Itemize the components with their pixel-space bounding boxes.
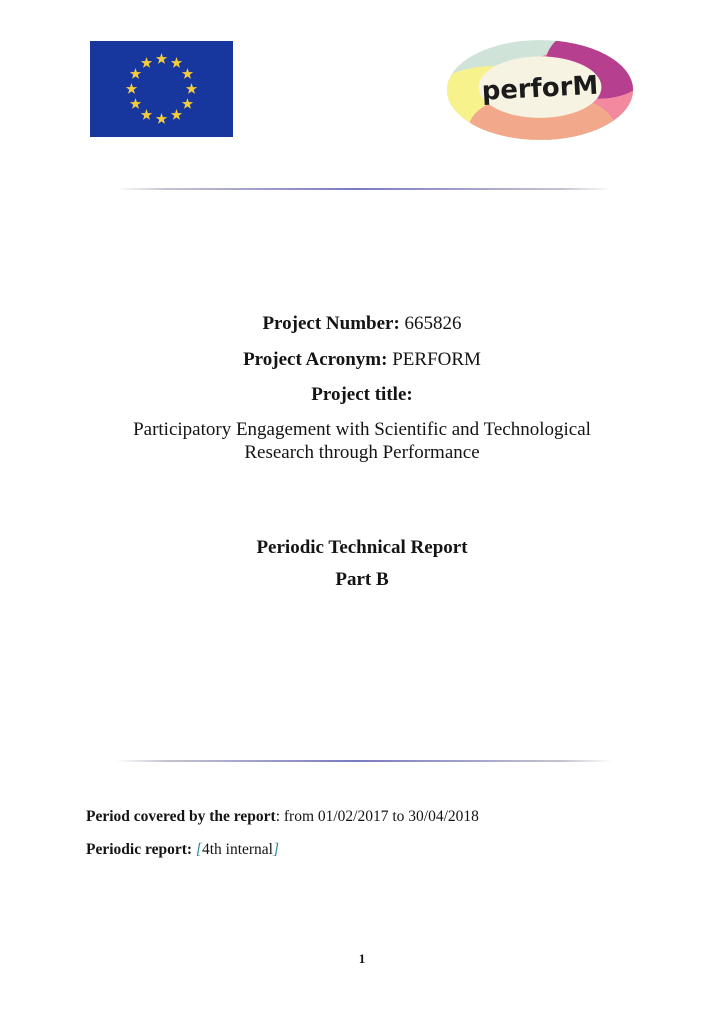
- placeholder-bracket-open: [: [195, 841, 202, 858]
- divider-line-bottom: [116, 760, 612, 762]
- project-title-line-1: Participatory Engagement with Scientific and Technological: [133, 419, 591, 440]
- report-subtitle: Part B: [335, 569, 389, 590]
- period-covered-label: Period covered by the report: [86, 808, 276, 825]
- project-number-value: 665826: [404, 313, 462, 334]
- report-title: Periodic Technical Report: [256, 537, 468, 558]
- period-covered-line: [86, 807, 479, 826]
- divider-line-top: [116, 188, 612, 190]
- periodic-report-label: Periodic report:: [86, 841, 193, 858]
- periodic-report-line: [86, 840, 279, 859]
- project-title-label: Project title:: [311, 384, 413, 405]
- perform-logo: [444, 36, 636, 144]
- project-acronym-label: Project Acronym:: [243, 349, 388, 370]
- period-covered-value: : from 01/02/2017 to 30/04/2018: [275, 808, 479, 825]
- project-acronym-value: PERFORM: [392, 349, 481, 370]
- periodic-report-value: 4th internal: [201, 841, 273, 858]
- project-number-label: Project Number:: [262, 313, 400, 334]
- placeholder-bracket-close: ]: [272, 841, 280, 858]
- project-number-line: [0, 313, 724, 335]
- page-number: 1: [358, 951, 366, 966]
- perform-wordmark: perforM: [481, 70, 599, 107]
- project-title-line-2: Research through Performance: [244, 442, 480, 463]
- project-acronym-line: [0, 349, 724, 371]
- eu-flag-logo: [90, 41, 233, 137]
